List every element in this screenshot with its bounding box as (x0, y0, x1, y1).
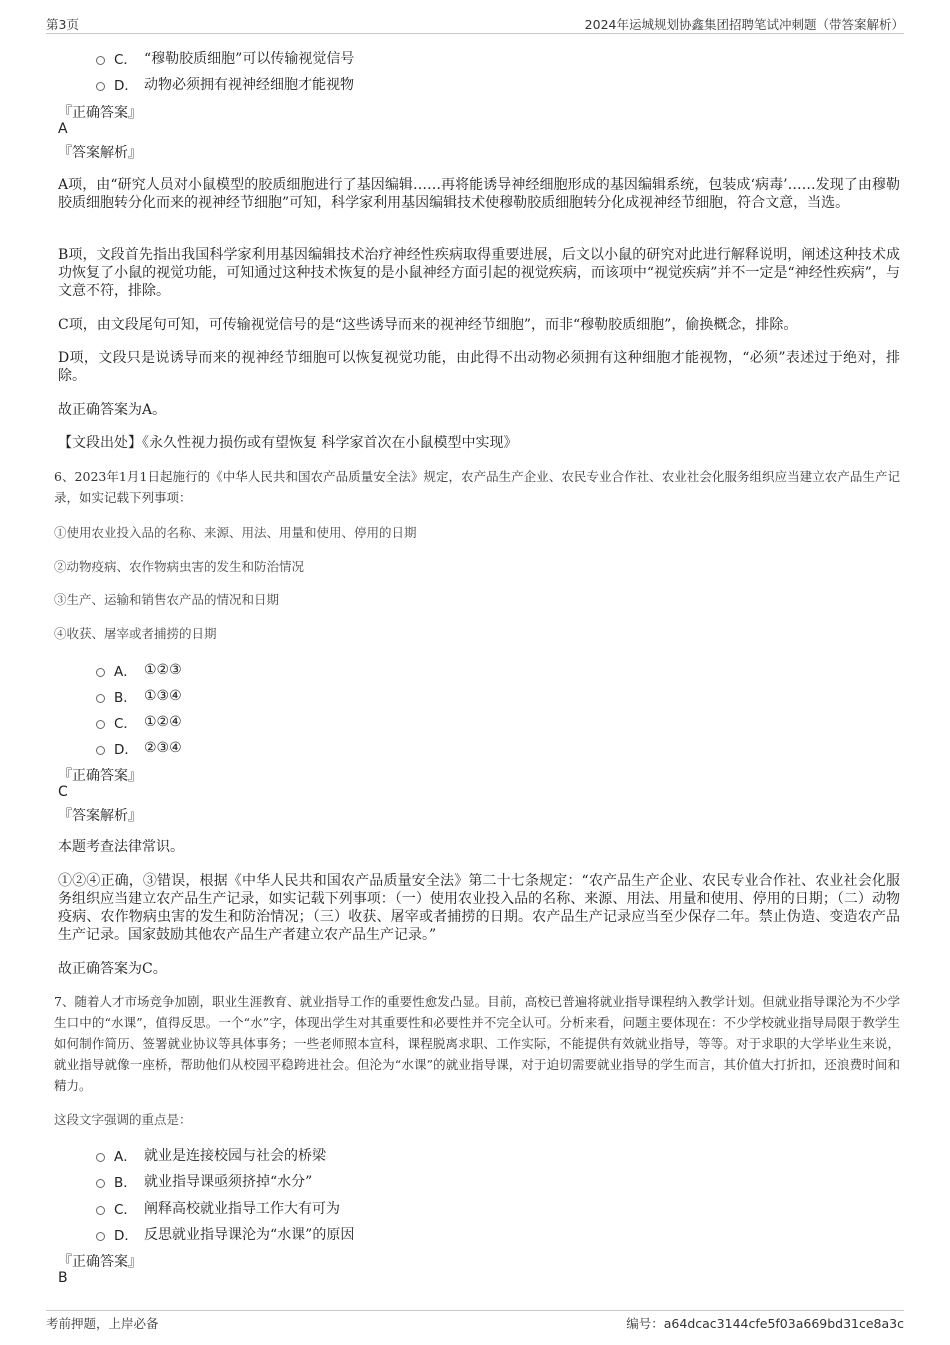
page-number: 第3页 (46, 17, 79, 32)
footer-slogan: 考前押题，上岸必备 (46, 1316, 159, 1331)
radio-button-icon[interactable] (96, 56, 105, 65)
q7-option-a[interactable]: A． 就业是连接校园与社会的桥梁 (96, 1145, 326, 1165)
q7-option-c[interactable]: C． 阐释高校就业指导工作大有可为 (96, 1198, 340, 1218)
q6-analysis-body: ①②④正确，③错误，根据《中华人民共和国农产品质量安全法》第二十七条规定：“农产品生产企业、农民专业合作社、农业社会化服务组织应当建立农产品生产记录，如实记载下列事项：（一）使用农业投入品的名称、来源、用法、用量和使用、停用的日期；（二）动物疫病、农作物病虫害的发生和防治情况；（三）收获、屠宰或者捕捞的日期。农产品生产记录应当至少保存二年。禁止伪造、变造农产品生产记录。国家鼓励其他农产品生产者建立农产品生产记录。” (58, 873, 900, 943)
header-divider (46, 33, 904, 34)
radio-button-icon[interactable] (96, 82, 105, 91)
q5-answer: A (58, 121, 68, 137)
document-code-value: a64dcac3144cfe5f03a669bd31ce8a3c (663, 1316, 904, 1331)
q6-option-c[interactable]: C． ①②④ (96, 712, 182, 732)
q7-option-b[interactable]: B． 就业指导课亟须挤掉“水分” (96, 1171, 312, 1191)
radio-button-icon[interactable] (96, 668, 105, 677)
q5-analysis-d: D项，文段只是说诱导而来的视神经节细胞可以恢复视觉功能，由此得不出动物必须拥有这种细胞才能视物，“必须”表述过于绝对，排除。 (58, 350, 900, 384)
q6-option-a[interactable]: A． ①②③ (96, 660, 182, 680)
q6-answer: C (58, 784, 68, 800)
q5-conclusion: 故正确答案为A。 (58, 402, 167, 418)
document-code (626, 1314, 904, 1332)
radio-button-icon[interactable] (96, 720, 105, 729)
radio-button-icon[interactable] (96, 1179, 105, 1188)
q7-stem: 7、随着人才市场竞争加剧，职业生涯教育、就业指导工作的重要性愈发凸显。目前，高校已普遍将就业指导课程纳入教学计划。但就业指导课沦为不少学生口中的“水课”，值得反思。一个“水”字，体现出学生对其重要性和必要性并不完全认可。分析来看，问题主要体现在：不少学校就业指导局限于教学生如何制作简历、签署就业协议等具体事务；一些老师照本宣科，课程脱离求职、工作实际，不能提供有效就业指导，等等。对于求职的大学毕业生来说，就业指导就像一座桥，帮助他们从校园平稳跨进社会。但沦为“水课”的就业指导课，对于迫切需要就业指导的学生而言，其价值大打折扣，还浪费时间和精力。 (54, 994, 900, 1093)
q6-conclusion: 故正确答案为C。 (58, 961, 167, 977)
radio-button-icon[interactable] (96, 746, 105, 755)
q6-item-1: ①使用农业投入品的名称、来源、用法、用量和使用、停用的日期 (54, 525, 417, 540)
q5-analysis-c: C项，由文段尾句可知，可传输视觉信号的是“这些诱导而来的视神经节细胞”，而非“穆勒胶质细胞”，偷换概念，排除。 (58, 317, 798, 333)
radio-button-icon[interactable] (96, 1232, 105, 1241)
document-code-label: 编号： (626, 1316, 664, 1331)
q7-answer: B (58, 1270, 68, 1286)
q6-analysis-label: 『答案解析』 (58, 808, 142, 824)
q6-item-2: ②动物疫病、农作物病虫害的发生和防治情况 (54, 559, 305, 574)
q7-answer-label: 『正确答案』 (58, 1254, 142, 1270)
q6-option-b[interactable]: B． ①③④ (96, 686, 182, 706)
q6-option-d[interactable]: D． ②③④ (96, 738, 182, 758)
q7-option-d[interactable]: D． 反思就业指导课沦为“水课”的原因 (96, 1224, 354, 1244)
radio-button-icon[interactable] (96, 694, 105, 703)
radio-button-icon[interactable] (96, 1153, 105, 1162)
q6-analysis-intro: 本题考查法律常识。 (58, 839, 184, 855)
q5-analysis-a: A项，由“研究人员对小鼠模型的胶质细胞进行了基因编辑……再将能诱导神经细胞形成的基因编辑系统，包装成‘病毒’……发现了由穆勒胶质细胞转分化而来的视神经节细胞”可知，科学家利用基因编辑技术使穆勒胶质细胞转分化成视神经节细胞，符合文意，当选。 (58, 177, 900, 211)
q6-item-3: ③生产、运输和销售农产品的情况和日期 (54, 592, 280, 607)
q5-option-d[interactable]: D． 动物必须拥有视神经细胞才能视物 (96, 74, 354, 94)
q7-question: 这段文字强调的重点是： (54, 1112, 192, 1127)
radio-button-icon[interactable] (96, 1206, 105, 1215)
q5-answer-label: 『正确答案』 (58, 105, 142, 121)
q6-stem: 6、2023年1月1日起施行的《中华人民共和国农产品质量安全法》规定，农产品生产企业、农民专业合作社、农业社会化服务组织应当建立农产品生产记录，如实记载下列事项： (54, 469, 900, 505)
q6-item-4: ④收获、屠宰或者捕捞的日期 (54, 626, 217, 641)
q5-option-c[interactable]: C． “穆勒胶质细胞”可以传输视觉信号 (96, 48, 354, 68)
document-title: 2024年运城规划协鑫集团招聘笔试冲刺题（带答案解析） (584, 17, 904, 32)
q5-source: 【文段出处】《永久性视力损伤或有望恢复 科学家首次在小鼠模型中实现》 (58, 435, 518, 451)
q5-analysis-b: B项，文段首先指出我国科学家利用基因编辑技术治疗神经性疾病取得重要进展，后文以小鼠的研究对此进行解释说明，阐述这种技术成功恢复了小鼠的视觉功能，可知通过这种技术恢复的是小鼠神经方面引起的视觉疾病，而该项中“视觉疾病”并不一定是“神经性疾病”，与文意不符，排除。 (58, 247, 900, 299)
footer-divider (46, 1310, 904, 1311)
q5-analysis-label: 『答案解析』 (58, 145, 142, 161)
q6-answer-label: 『正确答案』 (58, 768, 142, 784)
